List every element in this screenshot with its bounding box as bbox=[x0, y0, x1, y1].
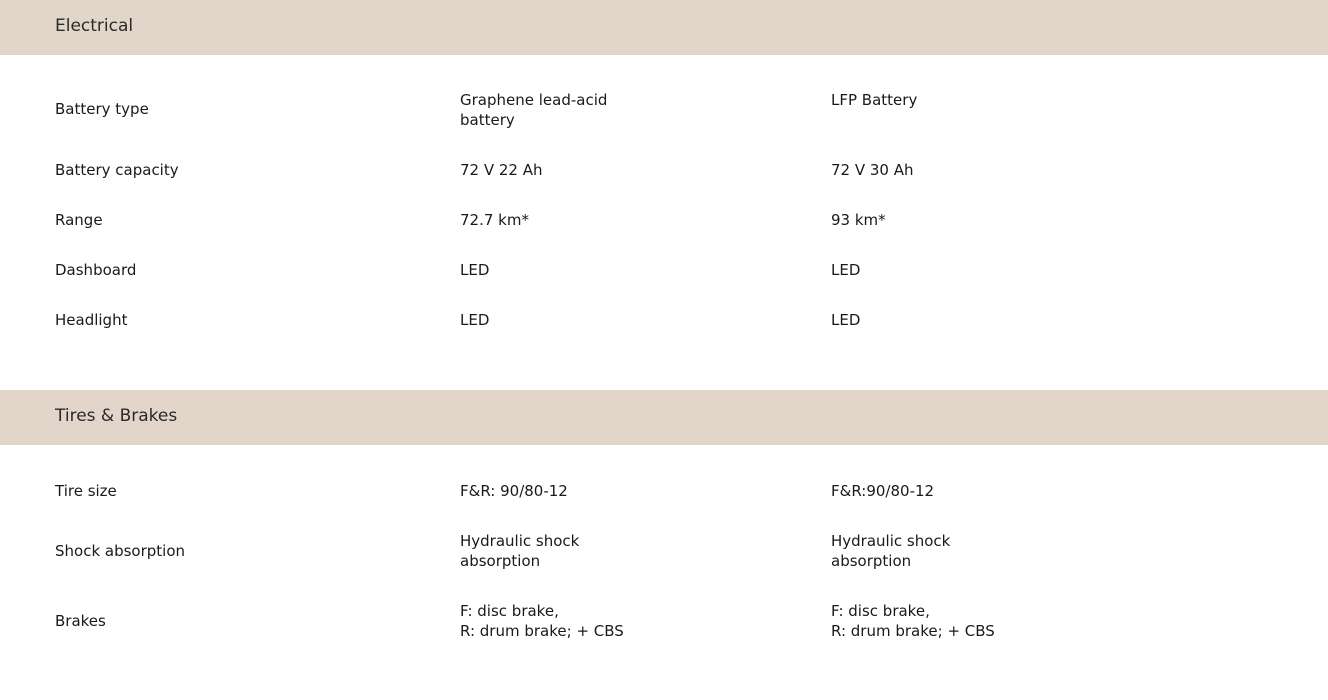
section-header-electrical bbox=[0, 0, 1328, 55]
spec-value-model-1: LED bbox=[460, 261, 490, 279]
spec-value-model-1: LED bbox=[460, 311, 490, 329]
spec-value-model-1: 72.7 km* bbox=[460, 211, 529, 229]
spec-value-model-1: F: disc brake, R: drum brake; + CBS bbox=[460, 602, 624, 640]
spec-value-model-2: 72 V 30 Ah bbox=[831, 161, 914, 179]
spec-label: Dashboard bbox=[55, 261, 137, 279]
spec-value-model-2: LED bbox=[831, 311, 861, 329]
spec-label: Battery capacity bbox=[55, 161, 179, 179]
spec-label: Brakes bbox=[55, 612, 106, 630]
spec-label: Headlight bbox=[55, 311, 128, 329]
spec-value-model-2: LFP Battery bbox=[831, 91, 918, 109]
section-title: Electrical bbox=[55, 16, 134, 36]
spec-value-model-1: 72 V 22 Ah bbox=[460, 161, 543, 179]
spec-value-model-1: Graphene lead-acid battery bbox=[460, 91, 608, 129]
spec-value-model-2: F&R:90/80-12 bbox=[831, 482, 935, 500]
section-title: Tires & Brakes bbox=[55, 406, 178, 426]
spec-label: Tire size bbox=[55, 482, 117, 500]
spec-value-model-2: F: disc brake, R: drum brake; + CBS bbox=[831, 602, 995, 640]
spec-label: Battery type bbox=[55, 100, 149, 118]
section-header-tires-brakes bbox=[0, 390, 1328, 445]
spec-value-model-2: 93 km* bbox=[831, 211, 886, 229]
spec-label: Range bbox=[55, 211, 103, 229]
spec-value-model-1: Hydraulic shock absorption bbox=[460, 532, 580, 570]
spec-value-model-2: Hydraulic shock absorption bbox=[831, 532, 951, 570]
spec-value-model-2: LED bbox=[831, 261, 861, 279]
spec-label: Shock absorption bbox=[55, 542, 186, 560]
spec-value-model-1: F&R: 90/80-12 bbox=[460, 482, 568, 500]
